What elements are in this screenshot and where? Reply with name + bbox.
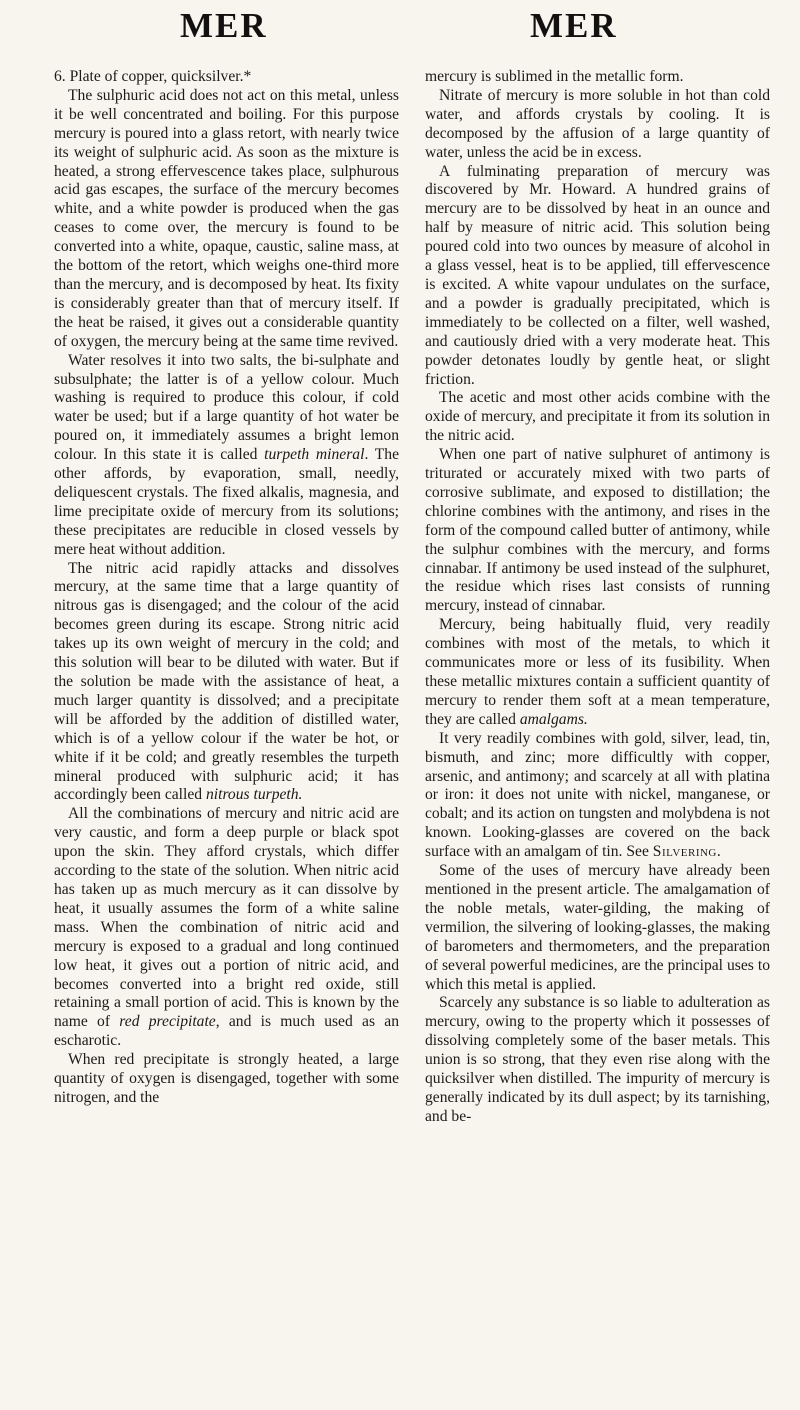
paragraph-continued: mercury is sublimed in the metallic form.: [425, 68, 684, 85]
paragraph: A fulminating preparation of mercury was discovered by Mr. Howard. A hundred grains of mercury are to be dissolved by heat in an ounce and half by measure of nitric acid. This solution being poured cold into two ounces by measure of alcohol in a glass vessel, heat is to be applied, till effervescence is excited. A white vapour undulates on the surface, and a powder is gradually precipitated, which is immediately to be collected on a filter, well washed, and cautiously dried with a very moderate heat. This powder detonates loudly by gentle heat, or slight friction.: [425, 162, 770, 388]
paragraph: The acetic and most other acids combine with the oxide of mercury, and precipitate it from its solution in the nitric acid.: [425, 389, 770, 445]
running-head-left: MER: [180, 6, 268, 45]
term-italic: amalgams.: [519, 710, 588, 728]
paragraph: The nitric acid rapidly attacks and dissolves mercury, at the same time that a large quantity of nitrous gas is disengaged; and the colour of the acid becomes green during its escape. Strong nitric acid takes up its own weight of mercury in the cold; and this solution will bear to be diluted with water. But if the solution be made with the assistance of heat, a much larger quantity is dissolved; and a precipitate will be afforded by the addition of distilled water, which is of a yellow colour if the water be hot, or white if it be cold; and greatly resembles the turpeth mineral produced with sulphuric acid; it has accordingly been called nitrous turpeth.: [54, 559, 399, 804]
left-column: [54, 68, 399, 1108]
running-head-right: MER: [530, 6, 618, 45]
right-column: [425, 68, 770, 1127]
paragraph: Water resolves it into two salts, the bi-sulphate and subsulphate; the latter is of a yellow colour. Much washing is required to produce this colour, if cold water be used; but if a large quantity of hot water be poured on, it immediately assumes a bright lemon colour. In this state it is called turpeth mineral. The other affords, by evaporation, small, needly, deliquescent crystals. The fixed alkalis, magnesia, and lime precipitate oxide of mercury from its solutions; these precipitates are reducible in closed vessels by mere heat without addition.: [54, 351, 399, 558]
paragraph: All the combinations of mercury and nitric acid are very caustic, and form a deep purple or black spot upon the skin. They afford crystals, which differ according to the state of the solution. When nitric acid has taken up as much mercury as it can dissolve by heat, it usually assumes the form of a white saline mass. When the combination of nitric acid and mercury is exposed to a gradual and long continued low heat, it gives out a portion of nitric acid, and becomes converted into a bright red oxide, still retaining a small portion of acid. This is known by the name of red precipitate, and is much used as an escharotic.: [54, 805, 399, 1050]
cross-reference: Silvering.: [652, 843, 722, 861]
paragraph: The sulphuric acid does not act on this metal, unless it be well concentrated and boiling. For this purpose mercury is poured into a glass retort, with nearly twice its weight of sulphuric acid. As soon as the mixture is heated, a strong effervescence takes place, sulphurous acid gas escapes, the surface of the mercury becomes white, and a white powder is produced when the gas ceases to come over, the mercury is found to be converted into a white, opaque, caustic, saline mass, at the bottom of the retort, which weighs one-third more than the mercury, and is decomposed by heat. Its fixity is considerably greater than that of mercury itself. If the heat be raised, it gives out a considerable quantity of oxygen, the mercury being at the same time revived.: [54, 86, 399, 350]
paragraph: Nitrate of mercury is more soluble in hot than cold water, and affords crystals by cooling. It is decomposed by the affusion of a large quantity of water, unless the acid be in excess.: [425, 86, 770, 161]
item-heading: 6. Plate of copper, quicksilver.*: [54, 68, 252, 85]
paragraph: When red precipitate is strongly heated, a large quantity of oxygen is disengaged, together with some nitrogen, and the: [54, 1051, 399, 1106]
term-italic: nitrous turpeth.: [205, 786, 303, 804]
paragraph: When one part of native sulphuret of antimony is triturated or accurately mixed with two parts of corrosive sublimate, and exposed to distillation; the chlorine combines with the antimony, and rises in the form of the compound called butter of antimony, while the sulphur combines with the mercury, and forms cinnabar. If antimony be used instead of the sulphuret, the residue which rises last consists of running mercury, instead of cinnabar.: [425, 446, 770, 615]
paragraph: It very readily combines with gold, silver, lead, tin, bismuth, and zinc; more difficultly with copper, arsenic, and antimony; and scarcely at all with platina or iron: it does not unite with nickel, manganese, or cobalt; and its action on tungsten and molybdena is not known. Looking-glasses are covered on the back surface with an amalgam of tin. See Silvering.: [425, 729, 770, 861]
term-italic: red precipitate: [119, 1013, 216, 1031]
paragraph: Some of the uses of mercury have already been mentioned in the present article. The amalgamation of the noble metals, water-gilding, the making of vermilion, the silvering of looking-glasses, the making of barometers and thermometers, and the preparation of several powerful medicines, are the principal uses to which this metal is applied.: [425, 862, 770, 993]
paragraph: Scarcely any substance is so liable to adulteration as mercury, owing to the property which it possesses of dissolving completely some of the baser metals. This union is so strong, that they even rise along with the quicksilver when distilled. The impurity of mercury is generally indicated by its dull aspect; by its tarnishing, and be-: [425, 994, 770, 1125]
paragraph: Mercury, being habitually fluid, very readily combines with most of the metals, to which it communicates more or less of its fusibility. When these metallic mixtures contain a sufficient quantity of mercury to render them soft at a mean temperature, they are called amalgams.: [425, 616, 770, 728]
term-italic: turpeth mineral: [264, 446, 365, 464]
